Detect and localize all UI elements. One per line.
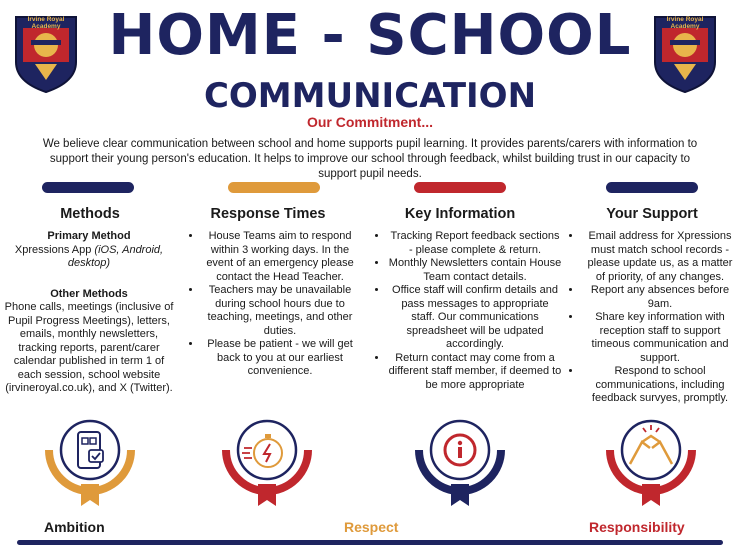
handshake-icon [606, 414, 696, 510]
key-information-column [372, 230, 562, 392]
methods-heading: Methods [60, 206, 120, 222]
value-respect: Respect [344, 519, 399, 535]
list-item: • Teachers may be unavailable during school hours due to teaching, meetings, and other duties. [202, 284, 358, 338]
response-times-column [186, 230, 358, 379]
school-crest-left [13, 14, 79, 94]
school-crest-right [652, 14, 718, 94]
crest-label: Irvine Royal Academy [666, 16, 704, 30]
response-times-heading: Response Times [210, 206, 326, 222]
smartphone-icon [45, 414, 135, 510]
list-item: • House Teams aim to respond within 3 working days. In the event of an emergency please contact the Head Teacher. [202, 230, 358, 284]
methods-divider [42, 182, 134, 193]
methods-column [2, 230, 176, 396]
value-responsibility: Responsibility [589, 519, 685, 535]
list-item: • Report any absences before 9am. [582, 284, 738, 311]
primary-method-label: Primary Method [47, 230, 131, 242]
keyinfo-divider [414, 182, 506, 193]
other-methods-label: Other Methods [50, 287, 128, 300]
list-item: • Share key information with reception staff to support timeous communication and support. [582, 311, 738, 365]
commitment-heading: Our Commitment... [306, 114, 433, 130]
footer-rule [17, 540, 723, 545]
list-item: • Return contact may come from a different staff member, if deemed to be more appropriate [388, 352, 562, 393]
list-item: • Please be patient - we will get back to you at our earliest convenience. [202, 338, 358, 379]
info-icon [415, 414, 505, 510]
value-ambition: Ambition [44, 519, 105, 535]
support-divider [606, 182, 698, 193]
list-item: • Monthly Newsletters contain House Team contact details. [388, 257, 562, 284]
stopwatch-icon [222, 414, 312, 510]
other-methods-text: Phone calls, meetings (inclusive of Pupil Progress Meetings), letters, emails, monthly newsletters, tracking reports, parent/carer calendar published in term 1 of each session, school website (irvineroyal.co.uk), and X (Twitter). [4, 301, 174, 394]
key-information-heading: Key Information [404, 206, 516, 222]
page-title: HOME - SCHOOL [108, 3, 632, 68]
intro-text: We believe clear communication between school and home supports pupil learning. It provides parents/carers with information to support their young person's education. It helps to improve our school through feedback, whilst building trust in our capacity to support pupil needs. [42, 138, 698, 180]
list-item: • Office staff will confirm details and pass messages to appropriate staff. Our communications spreadsheet will be udpated accordingly. [388, 284, 562, 352]
primary-method-text: Xpressions App (iOS, Android, desktop) [14, 243, 164, 269]
list-item: • Email address for Xpressions must match school records - please update us, as a matter of priority, of any changes. [582, 230, 738, 284]
your-support-heading: Your Support [606, 206, 698, 222]
your-support-column [566, 230, 738, 406]
response-divider [228, 182, 320, 193]
list-item: • Tracking Report feedback sections - please complete & return. [388, 230, 562, 257]
page-subtitle: COMMUNICATION [203, 76, 537, 116]
crest-label: Irvine Royal Academy [27, 16, 65, 30]
list-item: • Respond to school communications, including feedback survyes, promptly. [582, 365, 738, 406]
